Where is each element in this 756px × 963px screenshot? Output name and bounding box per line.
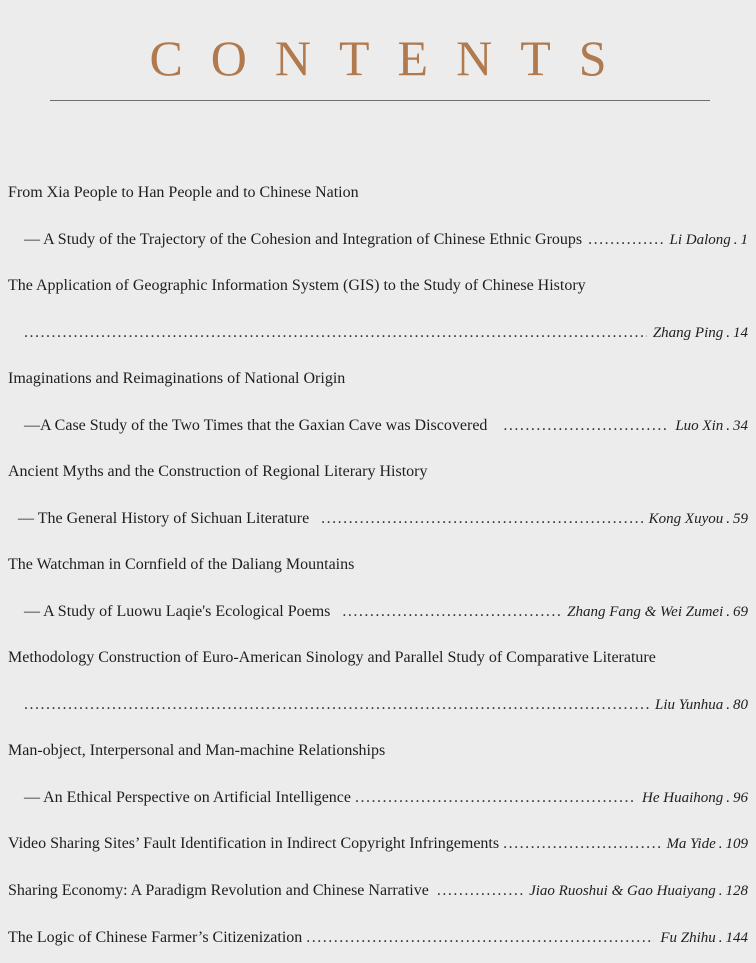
toc-entry-page: 59 <box>733 511 748 527</box>
toc-entry-title: Video Sharing Sites’ Fault Identification in Indirect Copyright Infringements <box>8 835 500 852</box>
toc-entry-title[interactable]: Ancient Myths and the Construction of Regional Literary History <box>8 463 428 480</box>
toc-entry-subtitle: —A Case Study of the Two Times that the Gaxian Cave was Discovered <box>24 417 488 434</box>
toc-entry-author: Luo Xin <box>675 418 724 434</box>
dot-leader <box>355 786 636 810</box>
toc-entry-subtitle-line[interactable] <box>0 786 756 810</box>
toc-entry-author: Li Dalong <box>669 232 731 248</box>
toc-entry-subtitle-line[interactable] <box>0 600 756 624</box>
toc-entry-subtitle: — A Study of Luowu Laqie's Ecological Poems <box>24 603 331 620</box>
toc-entry-author: Fu Zhihu <box>660 930 716 946</box>
author-page-separator: . <box>718 883 723 899</box>
toc-entry-page: 128 <box>725 883 748 899</box>
contents-heading: CONTENTS <box>149 30 635 86</box>
toc-entry-author: Liu Yunhua <box>655 697 724 713</box>
dot-leader <box>503 832 660 856</box>
toc-entry-subtitle-line[interactable] <box>0 321 756 345</box>
toc-entry-title[interactable]: From Xia People to Han People and to Chinese Nation <box>8 184 359 201</box>
author-page-separator: . <box>726 790 730 806</box>
author-page-separator: . <box>726 418 730 434</box>
dot-leader <box>503 414 669 438</box>
toc-entry-author: Ma Yide <box>666 836 716 852</box>
toc-entry-single-line[interactable] <box>0 926 756 950</box>
toc-entry-single-line[interactable] <box>0 879 756 903</box>
toc-entry-author: He Huaihong <box>642 790 724 806</box>
toc-entry-single-line[interactable] <box>0 832 756 856</box>
toc-entry-page: 14 <box>733 325 748 341</box>
toc-entry-author: Kong Xuyou <box>648 511 724 527</box>
toc-entry-subtitle-line[interactable] <box>0 228 756 252</box>
toc-entry-page: 144 <box>725 930 748 946</box>
toc-entry-author: Jiao Ruoshui & Gao Huaiyang <box>529 883 716 899</box>
toc-entry-page: 69 <box>733 604 748 620</box>
dot-leader <box>588 228 663 252</box>
heading-divider <box>50 100 710 101</box>
toc-entry-title: Sharing Economy: A Paradigm Revolution and Chinese Narrative <box>8 882 429 899</box>
toc-entry-author: Zhang Ping <box>652 325 724 341</box>
author-page-separator: . <box>733 232 738 248</box>
dot-leader <box>321 507 643 531</box>
toc-entry-page: 80 <box>733 697 748 713</box>
dot-leader <box>306 926 654 950</box>
author-page-separator: . <box>726 325 730 341</box>
dot-leader <box>437 879 523 903</box>
toc-entry-page: 34 <box>733 418 748 434</box>
toc-entry-page: 109 <box>725 836 748 852</box>
toc-entry-title: The Logic of Chinese Farmer’s Citizenization <box>8 929 303 946</box>
author-page-separator: . <box>718 930 723 946</box>
toc-entry-subtitle: — An Ethical Perspective on Artificial Intelligence <box>24 789 352 806</box>
dot-leader <box>24 693 649 717</box>
toc-entry-page: 1 <box>740 232 748 248</box>
author-page-separator: . <box>726 511 730 527</box>
toc-entry-title[interactable]: The Watchman in Cornfield of the Daliang Mountains <box>8 556 355 573</box>
toc-entry-subtitle: — The General History of Sichuan Literature <box>18 510 310 527</box>
toc-entry-subtitle-line[interactable] <box>0 693 756 717</box>
author-page-separator: . <box>718 836 723 852</box>
toc-entry-title[interactable]: Imaginations and Reimaginations of National Origin <box>8 370 346 387</box>
dot-leader <box>24 321 647 345</box>
toc-entry-page: 96 <box>733 790 748 806</box>
toc-entry-title[interactable]: The Application of Geographic Information System (GIS) to the Study of Chinese History <box>8 277 586 294</box>
toc-entry-title[interactable]: Man-object, Interpersonal and Man-machine Relationships <box>8 742 386 759</box>
toc-entry-author: Zhang Fang & Wei Zumei <box>567 604 724 620</box>
author-page-separator: . <box>726 604 730 620</box>
dot-leader <box>342 600 561 624</box>
author-page-separator: . <box>726 697 730 713</box>
toc-entry-subtitle: — A Study of the Trajectory of the Cohesion and Integration of Chinese Ethnic Groups <box>24 231 583 248</box>
toc-entry-subtitle-line[interactable] <box>0 507 756 531</box>
toc-entry-title[interactable]: Methodology Construction of Euro-American Sinology and Parallel Study of Comparative Literature <box>8 649 656 666</box>
toc-entry-subtitle-line[interactable] <box>0 414 756 438</box>
